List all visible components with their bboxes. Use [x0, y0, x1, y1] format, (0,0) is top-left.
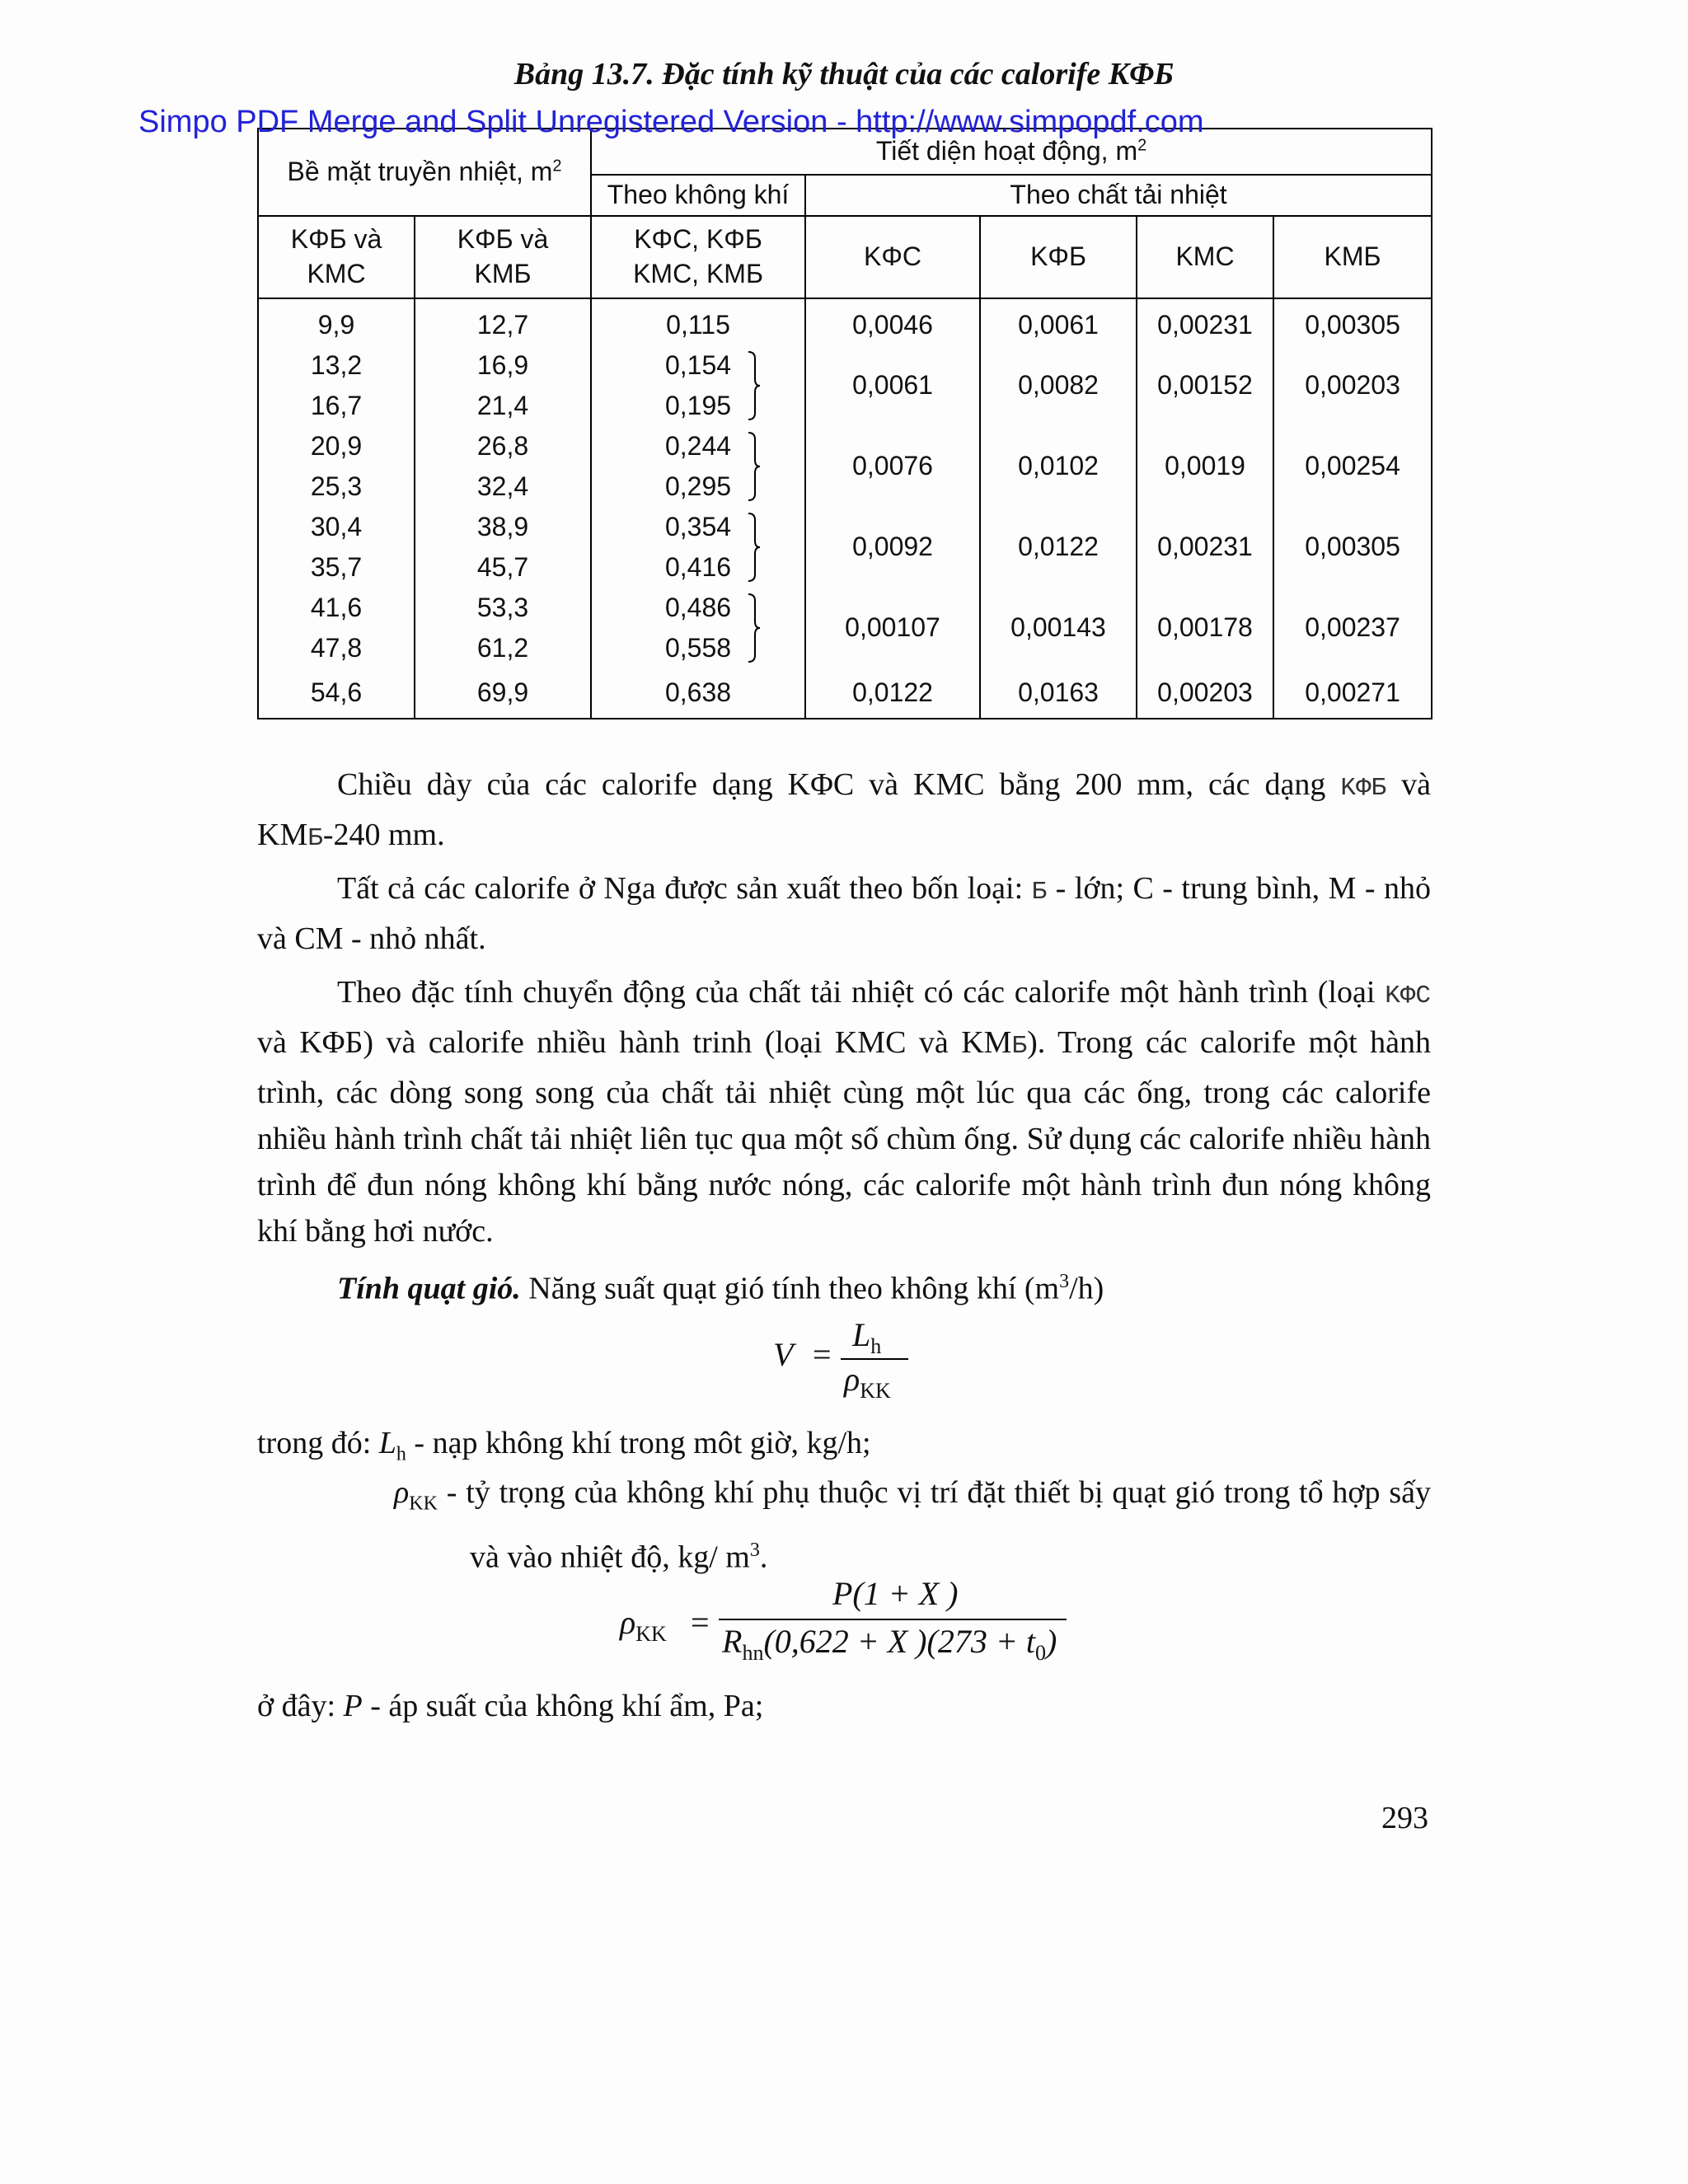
- header-col1: KΦБ và KMC: [258, 216, 415, 298]
- table-title: Bảng 13.7. Đặc tính kỹ thuật của các calorife KΦБ: [513, 57, 1175, 91]
- paragraph-where-lh: trong đó: $L_h$ - nạp không khí trong môt giờ, kg/h;: [257, 1426, 871, 1465]
- table-row-group: 41,6 47,8 53,3 61,2 0,486 0,558 0,00107 0,00143 0,00178 0,00237: [258, 588, 1432, 668]
- table-row: 54,6 69,9 0,638 0,0122 0,0163 0,00203 0,00271: [258, 668, 1432, 719]
- page-number: 293: [1381, 1801, 1428, 1835]
- brace-icon: [747, 350, 762, 421]
- table-row-group: 13,2 16,7 16,9 21,4 0,154 0,195 0,0061 0,0082 0,00152 0,00203: [258, 345, 1432, 426]
- header-surface: Bề mặt truyền nhiệt, $m^2$: [258, 129, 591, 216]
- watermark: Simpo PDF Merge and Split Unregistered Version - http://www.simpopdf.com: [138, 105, 1204, 139]
- paragraph-thickness: Chiều dày của các calorife dạng KΦC và KMC bằng 200 mm, các dạng KΦБ và KMБ-240 mm.: [257, 767, 1431, 853]
- paragraph-movement: Theo đặc tính chuyển động của chất tải nhiệt có các calorife một hành trình (loại KΦC và KΦБ) và calorife nhiều hành trinh (loại KMC và KMБ). Trong các calorife một hành trình, các dòng song song của chất tải nhiệt cùng một lúc qua các ống, trong các calorife nhiều hành trình chất tải nhiệt liên tục qua một số chùm ống. Sử dụng các calorife nhiều hành trình để đun nóng không khí bằng nước nóng, các calorife một hành trình đun nóng không khí bằng hơi nước.: [257, 975, 1431, 1249]
- paragraph-where-rho: $\rho_{KK}$ - tỷ trọng của không khí phụ thuộc vị trí đặt thiết bị quạt gió trong tổ hợp sấy và vào nhiệt độ, kg/ $m^3$.: [394, 1475, 1431, 1575]
- document-page: Bảng 13.7. Đặc tính kỹ thuật của các calorife KΦБ Simpo PDF Merge and Split Unregistered Version - http://www.simpopdf.com Bề mặt truyền nhiệt, $m^2$ Tiết diện hoạt động, $m^2$ Theo không khí Theo chất tải nhiệt KΦБ và KMC KΦБ và KMБ KΦC, KΦБ KMC, KMБ KΦC KΦБ KMC KMБ 9,9 12,7 0,115 0,0046 0,0061 0,00231 0,00305 13,2 16,7 16,9 21,4 0,154 0,195 0,0061 0,0082 0,00152 0,00203 20,9 25,3 26,8 32,4 0,244 0,295 0,0076 0,0102 0,0019 0,00254 30,4 35,7 38,9 45,7 0,354 0,416 0,0092 0,0122 0,00231 0,00305 41,6 47,8 53,3 61,2 0,486 0,558 0,00107 0,00143 0,00178 0,00237 54,6 69,9 0,638 0,0122 0,0163 0,00203 0,00271 Chiều dày của các calorife dạng KΦC và KMC bằng 200 mm, các dạng KΦБ và KMБ-240 mm. Tất cả các calorife ở Nga được sản xuất theo bốn loại: Б - lớn; C - trung bình, M - nhỏ và CM - nhỏ nhất. Theo đặc tính chuyển động của chất tải nhiệt có các calorife một hành trình (loại KΦC và KΦБ) và calorife nhiều hành trinh (loại KMC và KMБ). Trong các calorife một hành trình, các dòng song song của chất tải nhiệt cùng một lúc qua các ống, trong các calorife nhiều hành trình chất tải nhiệt liên tục qua một số chùm ống. Sử dụng các calorife nhiều hành trình để đun nóng không khí bằng nước nóng, các calorife một hành trình đun nóng không khí bằng hơi nước. Tính quạt gió. Năng suất quạt gió tính theo không khí $(m^3/h)$ V = $L_h$ $\rho_{KK}$ trong đó: $L_h$ - nạp không khí trong môt giờ, kg/h; $\rho_{KK}$ - tỷ trọng của không khí phụ thuộc vị trí đặt thiết bị quạt gió trong tổ hợp sấy và vào nhiệt độ, kg/ $m^3$. $\rho_{KK}$ = P(1 + X ) $R_{hn}(0,622 + X$ )$(273 + t_0)$ ở đây: P - áp suất của không khí ẩm, Pa; 293: [0, 0, 1688, 2184]
- spec-table: [257, 128, 1432, 719]
- brace-icon: [747, 431, 762, 502]
- header-col3: KΦC, KΦБ KMC, KMБ: [591, 216, 805, 298]
- paragraph-fan-heading: Tính quạt gió. Năng suất quạt gió tính theo không khí $(m^3/h)$: [337, 1271, 1104, 1306]
- table-row-group: 30,4 35,7 38,9 45,7 0,354 0,416 0,0092 0,0122 0,00231 0,00305: [258, 507, 1432, 588]
- header-col4: KΦC: [805, 216, 980, 298]
- brace-icon: [747, 593, 762, 663]
- header-col2: KΦБ và KMБ: [415, 216, 591, 298]
- header-col6: KMC: [1137, 216, 1273, 298]
- table-row-group: 20,9 25,3 26,8 32,4 0,244 0,295 0,0076 0,0102 0,0019 0,00254: [258, 426, 1432, 507]
- header-col7: KMБ: [1273, 216, 1432, 298]
- header-air: Theo không khí: [591, 175, 805, 216]
- header-section: Tiết diện hoạt động, $m^2$: [591, 129, 1432, 175]
- paragraph-where-p: ở đây: P - áp suất của không khí ẩm, Pa;: [257, 1689, 764, 1723]
- table-row: 9,9 12,7 0,115 0,0046 0,0061 0,00231 0,00305: [258, 298, 1432, 345]
- header-carrier: Theo chất tải nhiệt: [805, 175, 1432, 216]
- brace-icon: [747, 512, 762, 583]
- header-col5: KΦБ: [980, 216, 1137, 298]
- paragraph-types: Tất cả các calorife ở Nga được sản xuất theo bốn loại: Б - lớn; C - trung bình, M - nhỏ và CM - nhỏ nhất.: [257, 871, 1432, 956]
